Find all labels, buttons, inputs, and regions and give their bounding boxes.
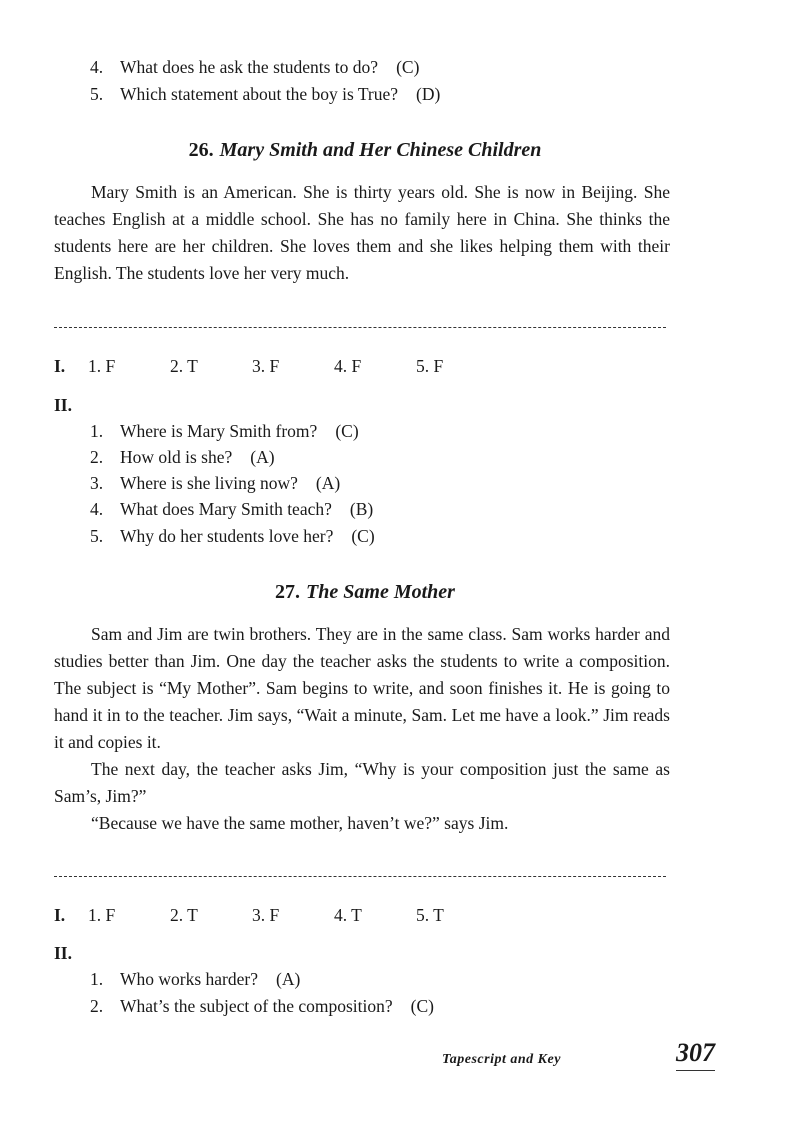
- footer-label: Tapescript and Key: [442, 1052, 561, 1067]
- question-item: 4. What does Mary Smith teach? (B): [90, 499, 374, 519]
- page-number: 307: [676, 1038, 715, 1071]
- divider: [54, 876, 666, 877]
- section-26-passage: Mary Smith is an American. She is thirty years old. She is now in Beijing. She teaches English at a middle school. She has no family here in China. She thinks the students here are her children. She loves them and she likes helping them with their English. The students love her very much.: [54, 182, 670, 283]
- section-27-part2-label: II.: [54, 943, 72, 963]
- question-item: 4. What does he ask the students to do? (C): [90, 57, 420, 77]
- section-27-part1: I. 1. F 2. T 3. F 4. T 5. T: [54, 905, 444, 925]
- section-26-part2-label: II.: [54, 395, 72, 415]
- question-item: 5. Why do her students love her? (C): [90, 526, 375, 546]
- question-item: 1. Where is Mary Smith from? (C): [90, 421, 359, 441]
- section-26-part1: I. 1. F 2. T 3. F 4. F 5. F: [54, 356, 444, 376]
- divider: [54, 327, 666, 328]
- section-26-title: 26. Mary Smith and Her Chinese Children: [188, 139, 542, 161]
- section-27-title: 27. The Same Mother: [275, 581, 455, 603]
- section-27-passage: Sam and Jim are twin brothers. They are in the same class. Sam works harder and studies better than Jim. One day the teacher asks the students to write a composition. The subject is “My Mother”. Sam begins to write, and soon finishes it. He is going to hand it in to the teacher. Jim says, “Wait a minute, Sam. Let me have a look.” Jim reads it and copies it. The next day, the teacher asks Jim, “Why is your composition just the same as Sam’s, Jim?” “Because we have the same mother, haven’t we?” says Jim.: [54, 624, 670, 833]
- question-item: 2. How old is she? (A): [90, 447, 275, 467]
- question-item: 1. Who works harder? (A): [90, 969, 301, 989]
- question-item: 5. Which statement about the boy is True? (D): [90, 84, 441, 104]
- question-item: 3. Where is she living now? (A): [90, 473, 341, 493]
- question-item: 2. What’s the subject of the composition? (C): [90, 996, 434, 1016]
